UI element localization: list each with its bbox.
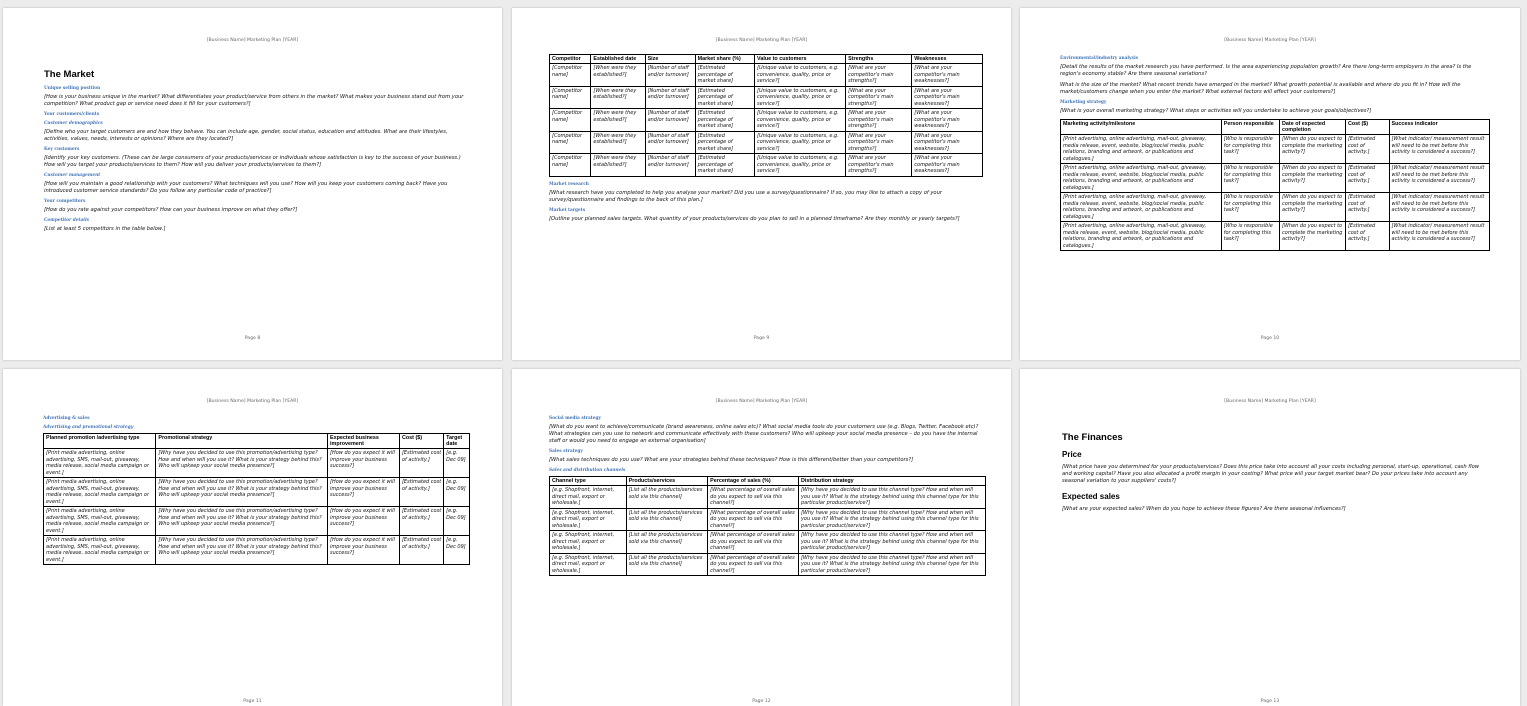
table-cell: [Estimated percentage of market share] [695, 109, 754, 132]
table-cell: [When were they established?] [591, 64, 645, 87]
table-row [550, 86, 983, 109]
section-text: [What do you want to achieve/communicate (brand awareness, online sales etc)? What social media tools do your customers use (e.g. Blogs, Twitter, Facebook etc)? What strategies can you use to network and communicate effectively with these customers? Who will upkeep your social media presence – do you have the internal staff or would you need to engage an external organisation] [549, 424, 979, 445]
table-row [44, 478, 470, 507]
section-heading: Advertising & sales [43, 416, 90, 421]
table-cell: [Competitor name] [550, 131, 591, 154]
table-row [550, 131, 983, 154]
marketing-activity-table [1060, 119, 1490, 251]
page-footer: Page 12 [752, 699, 771, 704]
table-header-cell: Size [645, 55, 695, 64]
table-cell: [Estimated cost of activity.] [1345, 222, 1389, 251]
table-cell: [What indicator/ measurement result will need to be met before this activity is considered a success?] [1389, 193, 1489, 222]
table-cell: [What indicator/ measurement result will need to be met before this activity is considered a success?] [1389, 135, 1489, 164]
table-cell: [What are your competitor's main weaknesses?] [912, 109, 983, 132]
table-cell: [Why have you decided to use this promotion/advertising type? How and when will you use it? What is your strategy behind this? Who will upkeep your social media presence?] [156, 536, 328, 565]
table-cell: [Print media advertising, online advertising, SMS, mail-out, giveaway, media release, social media campaign or event.] [44, 478, 156, 507]
table-cell: [Estimated cost of activity.] [1345, 193, 1389, 222]
table-header-cell: Distribution strategy [798, 477, 985, 486]
page-header: [Business Name] Marketing Plan [YEAR] [1224, 399, 1316, 404]
table-cell: [When were they established?] [591, 131, 645, 154]
section-heading: Your customers/clients [44, 112, 100, 118]
table-cell: [Print advertising, online advertising, mail-out, giveaway, media release, event, website, blog/social media, public relations, branding and artwork, or publications and catalogues.] [1061, 164, 1222, 193]
table-cell: [When were they established?] [591, 109, 645, 132]
table-cell: [Print media advertising, online advertising, SMS, mail-out, giveaway, media release, social media campaign or event.] [44, 536, 156, 565]
table-cell: [Estimated cost of activity.] [1345, 164, 1389, 193]
section-text: [How will you maintain a good relationship with your customers? What techniques will you use? How will you keep your customers coming back? Have you introduced customer service standards? Do you follow any particular code of practice?] [44, 181, 448, 195]
section-heading: Sales and distribution channels [549, 468, 626, 474]
table-cell: [e.g. Dec 09] [444, 507, 470, 536]
table-cell: [Number of staff and/or turnover] [645, 131, 695, 154]
table-cell: [e.g. Shopfront, internet, direct mail, export or wholesale.] [550, 508, 627, 531]
table-cell: [Unique value to customers, e.g. convenience, quality, price or service?] [755, 109, 846, 132]
table-cell: [Why have you decided to use this promotion/advertising type? How and when will you use it? What is your strategy behind this? Who will upkeep your social media presence?] [156, 478, 328, 507]
table-cell: [List all the products/services sold via this channel] [626, 553, 707, 576]
table-header-cell: Date of expected completion [1280, 120, 1346, 135]
section-heading: Customer demographics [44, 121, 103, 127]
table-cell: [What percentage of overall sales do you expect to sell via this channel?] [708, 508, 799, 531]
page-header: [Business Name] Marketing Plan [YEAR] [715, 38, 808, 43]
table-cell: [Estimated cost of activity.] [1345, 135, 1389, 164]
table-cell: [What are your competitor's main weaknesses?] [912, 86, 983, 109]
table-cell: [How do you expect it will improve your business success?] [328, 478, 400, 507]
table-row [1061, 222, 1490, 251]
table-cell: [Unique value to customers, e.g. convenience, quality, price or service?] [755, 131, 846, 154]
table-cell: [When do you expect to complete the marketing activity?] [1280, 193, 1346, 222]
table-header-cell: Established date [591, 55, 645, 64]
table-cell: [Who is responsible for completing this task?] [1221, 222, 1279, 251]
table-cell: [How do you expect it will improve your business success?] [328, 536, 400, 565]
page-footer: Page 8 [244, 336, 261, 341]
section-text: What is the size of the market? What recent trends have emerged in the market? What growth potential is available and where do you fit in? How will the market/customers change when you enter the market? What external factors will affect your customers?] [1060, 82, 1461, 96]
table-cell: [Why have you decided to use this channel type? How and when will you use it? What is the strategy behind using this channel type for this particular product/service?] [798, 486, 985, 509]
table-header-cell: Channel type [550, 477, 627, 486]
page-header: [Business Name] Marketing Plan [YEAR] [1224, 38, 1316, 43]
table-header-cell: Market share (%) [695, 55, 754, 64]
table-header-cell: Cost ($) [1345, 120, 1389, 135]
section-heading: Sales strategy [549, 449, 583, 455]
section-heading: Environmental/industry analysis [1060, 56, 1138, 61]
table-cell: [When do you expect to complete the marketing activity?] [1280, 164, 1346, 193]
table-cell: [Who is responsible for completing this task?] [1221, 193, 1279, 222]
table-cell: [What are your competitor's main strengths?] [846, 86, 912, 109]
table-cell: [Estimated cost of activity.] [399, 449, 443, 478]
table-header-cell: Expected business improvement [328, 434, 400, 449]
table-cell: [e.g. Shopfront, internet, direct mail, export or wholesale.] [550, 553, 627, 576]
table-header-cell: Competitor [550, 55, 591, 64]
table-cell: [When were they established?] [591, 86, 645, 109]
table-row [550, 508, 986, 531]
table-cell: [Unique value to customers, e.g. convenience, quality, price or service?] [755, 154, 846, 177]
section-heading: Unique selling position [44, 86, 101, 91]
table-cell: [What are your competitor's main weaknesses?] [912, 64, 983, 87]
page-11 [3, 369, 502, 706]
table-cell: [Estimated percentage of market share] [695, 86, 754, 109]
table-cell: [What percentage of overall sales do you expect to sell via this channel?] [708, 553, 799, 576]
page-8 [3, 8, 502, 360]
page-title: The Market [44, 69, 95, 80]
table-header-cell: Percentage of sales (%) [708, 477, 799, 486]
table-cell: [What percentage of overall sales do you expect to sell via this channel?] [708, 486, 799, 509]
page-header: [Business Name] Marketing Plan [YEAR] [206, 399, 299, 404]
section-heading: Price [1062, 450, 1082, 459]
page-header: [Business Name] Marketing Plan [YEAR] [715, 399, 808, 404]
table-cell: [Why have you decided to use this channel type? How and when will you use it? What is the strategy behind using this channel type for this particular product/service?] [798, 508, 985, 531]
table-cell: [e.g. Dec 09] [444, 478, 470, 507]
table-cell: [What are your competitor's main strengths?] [846, 131, 912, 154]
table-cell: [Competitor name] [550, 109, 591, 132]
table-cell: [List all the products/services sold via this channel] [626, 508, 707, 531]
section-heading: Customer management [44, 173, 101, 179]
table-header-cell: Strengths [846, 55, 912, 64]
table-cell: [Who is responsible for completing this task?] [1221, 135, 1279, 164]
table-cell: [What are your competitor's main weaknesses?] [912, 131, 983, 154]
table-cell: [Print media advertising, online advertising, SMS, mail-out, giveaway, media release, social media campaign or event.] [44, 449, 156, 478]
table-header-cell: Planned promotion /advertising type [44, 434, 156, 449]
table-cell: [Competitor name] [550, 86, 591, 109]
section-heading: Your competitors [44, 199, 86, 205]
table-cell: [e.g. Dec 09] [444, 536, 470, 565]
section-heading: Social media strategy [549, 416, 601, 421]
table-cell: [What are your competitor's main strengths?] [846, 109, 912, 132]
table-cell: [e.g. Shopfront, internet, direct mail, export or wholesale.] [550, 531, 627, 554]
section-heading: Marketing strategy [1060, 100, 1107, 106]
table-row [1061, 193, 1490, 222]
table-cell: [Number of staff and/or turnover] [645, 64, 695, 87]
table-cell: [Competitor name] [550, 64, 591, 87]
table-row [550, 486, 986, 509]
table-cell: [What are your competitor's main weaknesses?] [912, 154, 983, 177]
table-row [44, 449, 470, 478]
table-cell: [When do you expect to complete the marketing activity?] [1280, 135, 1346, 164]
table-cell: [How do you expect it will improve your business success?] [328, 507, 400, 536]
table-cell: [What percentage of overall sales do you expect to sell via this channel?] [708, 531, 799, 554]
table-cell: [Estimated cost of activity.] [399, 536, 443, 565]
table-cell: [When were they established?] [591, 154, 645, 177]
section-text: [What is your overall marketing strategy? What steps or activities will you undertake to achieve your goals/objectives?] [1060, 108, 1372, 115]
page-footer: Page 9 [753, 336, 770, 341]
section-heading: Expected sales [1062, 492, 1120, 502]
table-cell: [Estimated percentage of market share] [695, 154, 754, 177]
page-13 [1020, 369, 1520, 706]
table-cell: [Estimated cost of activity.] [399, 507, 443, 536]
section-text: [Identify your key customers. (These can be large consumers of your products/services or individuals whose satisfaction is key to the success of your business.) How will you target your products/services to them? How will you deliver your products/services to them?] [44, 155, 461, 169]
table-header-cell: Person responsible [1221, 120, 1279, 135]
table-cell: [What indicator/ measurement result will need to be met before this activity is considered a success?] [1389, 164, 1489, 193]
page-12 [512, 369, 1011, 706]
table-cell: [Print media advertising, online advertising, SMS, mail-out, giveaway, media release, social media campaign or event.] [44, 507, 156, 536]
table-header-cell: Value to customers [755, 55, 846, 64]
section-heading: Key customers [44, 147, 80, 153]
table-row [550, 109, 983, 132]
page-title: The Finances [1062, 432, 1123, 443]
table-cell: [e.g. Dec 09] [444, 449, 470, 478]
table-header-cell: Target date [444, 434, 470, 449]
table-cell: [List all the products/services sold via this channel] [626, 486, 707, 509]
section-text: [What are your expected sales? When do you hope to achieve these figures? Are there seasonal influences?] [1062, 506, 1346, 513]
section-heading: Market targets [549, 207, 586, 213]
section-text: [Outline your planned sales targets. What quantity of your products/services do you plan to sell in a planned timeframe? Are they monthly or yearly targets?] [549, 215, 960, 222]
table-header-cell: Weaknesses [912, 55, 983, 64]
table-cell: [What are your competitor's main strengths?] [846, 154, 912, 177]
table-cell: [Who is responsible for completing this task?] [1221, 164, 1279, 193]
table-cell: [Estimated cost of activity.] [399, 478, 443, 507]
section-text: [How do you rate against your competitors? How can your business improve on what they offer?] [44, 207, 298, 214]
page-10 [1020, 8, 1520, 360]
table-row [550, 553, 986, 576]
table-header-cell: Success indicator [1389, 120, 1489, 135]
competitor-table [549, 54, 983, 177]
section-heading: Advertising and promotional strategy [43, 425, 134, 430]
page-footer: Page 13 [1260, 699, 1280, 704]
table-cell: [Number of staff and/or turnover] [645, 109, 695, 132]
section-heading: Competitor details [44, 218, 89, 224]
table-cell: [Print advertising, online advertising, mail-out, giveaway, media release, event, website, blog/social media, public relations, branding and artwork, or publications and catalogues.] [1061, 193, 1222, 222]
table-row [44, 536, 470, 565]
table-cell: [Why have you decided to use this promotion/advertising type? How and when will you use it? What is your strategy behind this? Who will upkeep your social media presence?] [156, 507, 328, 536]
page-header: [Business Name] Marketing Plan [YEAR] [206, 38, 299, 43]
table-cell: [Unique value to customers, e.g. convenience, quality, price or service?] [755, 64, 846, 87]
table-cell: [When do you expect to complete the marketing activity?] [1280, 222, 1346, 251]
table-cell: [Number of staff and/or turnover] [645, 154, 695, 177]
table-cell: [Why have you decided to use this promotion/advertising type? How and when will you use it? What is your strategy behind this? Who will upkeep your social media presence?] [156, 449, 328, 478]
sales-channel-table [549, 476, 986, 576]
table-cell: [List all the products/services sold via this channel] [626, 531, 707, 554]
table-row [550, 531, 986, 554]
section-text: [List at least 5 competitors in the table below.] [44, 226, 166, 233]
table-header-cell: Marketing activity/milestone [1061, 120, 1222, 135]
section-heading: Market research [549, 181, 589, 187]
table-row [1061, 135, 1490, 164]
page-footer: Page 10 [1260, 336, 1280, 341]
table-cell: [Why have you decided to use this channel type? How and when will you use it? What is the strategy behind using this channel type for this particular product/service?] [798, 531, 985, 554]
table-cell: [What indicator/ measurement result will need to be met before this activity is considered a success?] [1389, 222, 1489, 251]
table-row [44, 507, 470, 536]
section-text: [What price have you determined for your products/services? Does this price take into account all your costs including personal, start-up, operational, cash flow and working capital? Have you also allocated a profit margin in your costing? What price will your target market bear? Do your prices take into account any seasonal variation to your suppliers' costs?] [1062, 464, 1480, 485]
table-cell: [Unique value to customers, e.g. convenience, quality, price or service?] [755, 86, 846, 109]
section-text: [Detail the results of the market research you have performed. Is the area experiencing population growth? Are there long-term employers in the area? Is the region's economy stable? Are there seasonal variations? [1060, 64, 1472, 78]
table-header-cell: Cost ($) [399, 434, 443, 449]
table-cell: [Print advertising, online advertising, mail-out, giveaway, media release, event, website, blog/social media, public relations, branding and artwork, or publications and catalogues.] [1061, 135, 1222, 164]
section-text: [What sales techniques do you use? What are your strategies behind these techniques? How is this different/better than your competitors?] [549, 457, 914, 464]
table-row [550, 154, 983, 177]
table-header-cell: Products/services [626, 477, 707, 486]
page-9 [512, 8, 1011, 360]
table-cell: [Print advertising, online advertising, mail-out, giveaway, media release, event, website, blog/social media, public relations, branding and artwork, or publications and catalogues.] [1061, 222, 1222, 251]
table-cell: [Estimated percentage of market share] [695, 64, 754, 87]
table-cell: [e.g. Shopfront, internet, direct mail, export or wholesale.] [550, 486, 627, 509]
table-header-cell: Promotional strategy [156, 434, 328, 449]
table-cell: [Number of staff and/or turnover] [645, 86, 695, 109]
table-cell: [Why have you decided to use this channel type? How and when will you use it? What is the strategy behind using this channel type for this particular product/service?] [798, 553, 985, 576]
table-row [550, 64, 983, 87]
table-cell: [What are your competitor's main strengths?] [846, 64, 912, 87]
section-text: [What research have you completed to help you analyse your market? Did you use a survey/questionnaire? If so, you may like to attach a copy of your survey/questionnaire and findings to the back of this plan.] [549, 189, 943, 203]
page-footer: Page 11 [243, 699, 262, 704]
table-cell: [Competitor name] [550, 154, 591, 177]
table-row [1061, 164, 1490, 193]
promotion-table [43, 433, 470, 565]
table-cell: [How do you expect it will improve your business success?] [328, 449, 400, 478]
table-cell: [Estimated percentage of market share] [695, 131, 754, 154]
section-text: [Define who your target customers are and how they behave. You can include age, gender, social status, education and attitudes. What are their lifestyles, activities, values, needs, interests or opinions? Where are they located?] [44, 129, 448, 143]
section-text: [How is your business unique in the market? What differentiates your product/service from others in the market? What makes your business stand out from your competition? What product gap or service need does it fill for your customers?] [44, 94, 464, 108]
